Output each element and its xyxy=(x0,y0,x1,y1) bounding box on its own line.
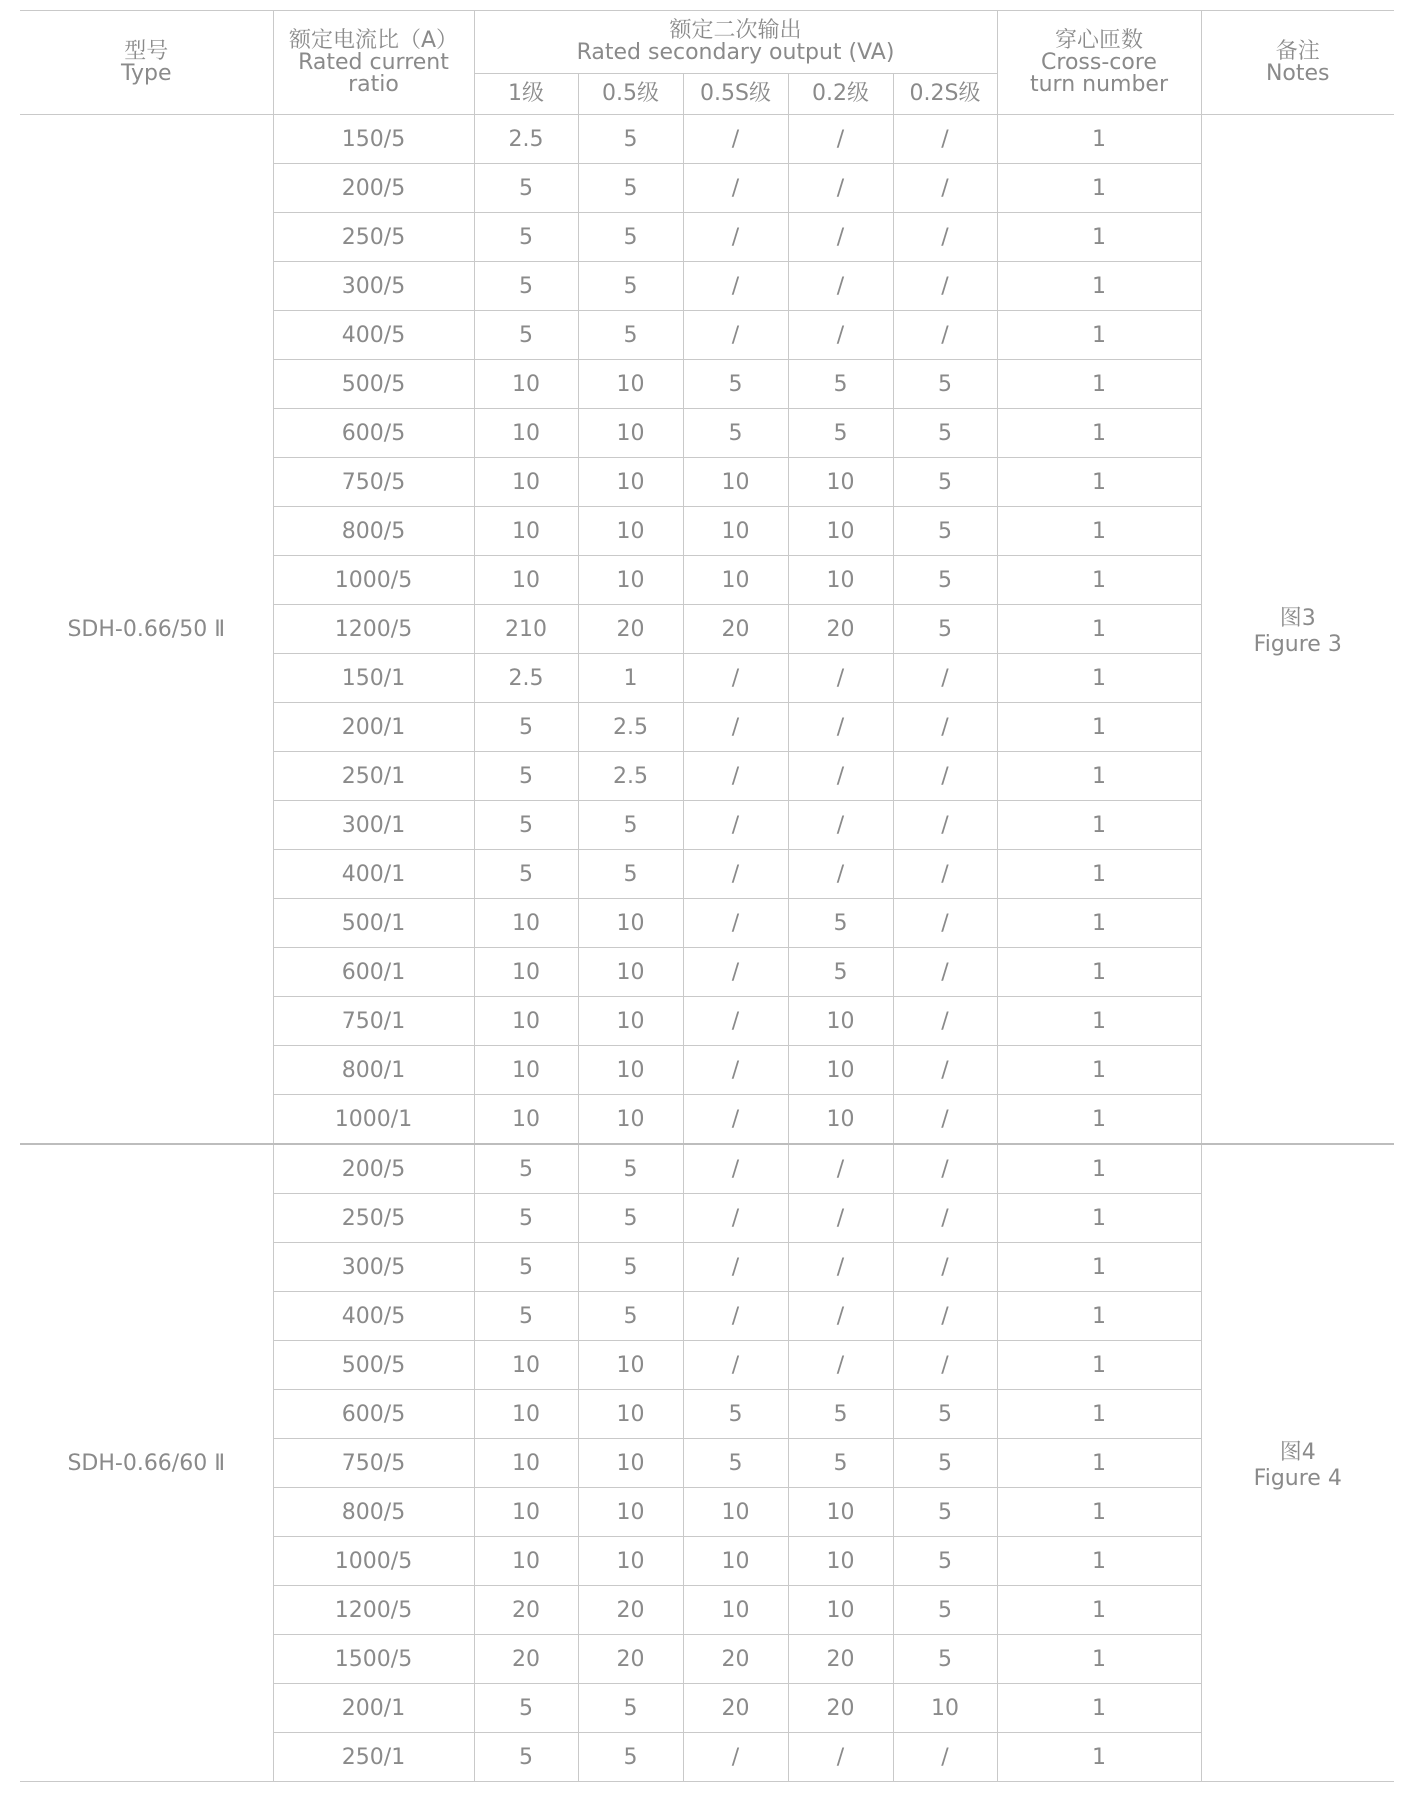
class-0-2-cell: 5 xyxy=(788,1439,893,1488)
class-0-5-cell: 5 xyxy=(578,164,683,213)
class-0-5-cell: 10 xyxy=(578,1488,683,1537)
class-0-2s-cell: 5 xyxy=(893,458,997,507)
turns-cell: 1 xyxy=(997,115,1201,164)
class-1-cell: 5 xyxy=(474,801,578,850)
class-0-2-cell: / xyxy=(788,703,893,752)
class-0-2-cell: 5 xyxy=(788,409,893,458)
class-0-5-cell: 5 xyxy=(578,262,683,311)
header-output xyxy=(474,11,997,74)
header-notes-en: Notes xyxy=(1265,60,1330,86)
class-0-5-cell: 5 xyxy=(578,801,683,850)
class-0-5-cell: 20 xyxy=(578,1635,683,1684)
ratio-cell: 400/1 xyxy=(273,850,474,899)
class-0-2-cell: 10 xyxy=(788,458,893,507)
class-0-5s-cell: 5 xyxy=(683,360,788,409)
header-type xyxy=(20,11,273,115)
class-1-cell: 10 xyxy=(474,1537,578,1586)
class-0-2s-cell: / xyxy=(893,997,997,1046)
ratio-cell: 200/1 xyxy=(273,1684,474,1733)
class-0-2-cell: 10 xyxy=(788,1537,893,1586)
ratio-cell: 1200/5 xyxy=(273,605,474,654)
class-0-5s-cell: / xyxy=(683,899,788,948)
class-1-cell: 5 xyxy=(474,213,578,262)
turns-cell: 1 xyxy=(997,458,1201,507)
class-0-5-cell: 10 xyxy=(578,556,683,605)
class-0-2s-cell: / xyxy=(893,899,997,948)
class-0-5-cell: 5 xyxy=(578,213,683,262)
class-0-2-cell: 5 xyxy=(788,948,893,997)
class-0-2s-cell: / xyxy=(893,801,997,850)
class-0-2s-cell: 5 xyxy=(893,1488,997,1537)
class-0-5s-cell: / xyxy=(683,1292,788,1341)
class-0-2s-cell: / xyxy=(893,1095,997,1145)
ratio-cell: 800/5 xyxy=(273,1488,474,1537)
class-0-5s-cell: / xyxy=(683,213,788,262)
class-0-5-cell: 2.5 xyxy=(578,703,683,752)
turns-cell: 1 xyxy=(997,1144,1201,1194)
ratio-cell: 250/5 xyxy=(273,1194,474,1243)
class-0-2-cell: / xyxy=(788,1144,893,1194)
class-0-5-cell: 10 xyxy=(578,1046,683,1095)
class-0-2-cell: 10 xyxy=(788,507,893,556)
turns-cell: 1 xyxy=(997,1095,1201,1145)
class-0-5s-cell: / xyxy=(683,654,788,703)
class-0-2s-cell: 5 xyxy=(893,556,997,605)
ratio-cell: 250/5 xyxy=(273,213,474,262)
class-0-5-cell: 5 xyxy=(578,1292,683,1341)
class-1-cell: 5 xyxy=(474,1194,578,1243)
ratio-cell: 800/5 xyxy=(273,507,474,556)
ratio-cell: 400/5 xyxy=(273,1292,474,1341)
ratio-cell: 300/5 xyxy=(273,1243,474,1292)
class-1-cell: 10 xyxy=(474,1046,578,1095)
header-turns xyxy=(997,11,1201,115)
turns-cell: 1 xyxy=(997,213,1201,262)
class-1-cell: 5 xyxy=(474,1292,578,1341)
turns-cell: 1 xyxy=(997,1635,1201,1684)
header-row-1 xyxy=(20,11,1394,74)
class-0-2s-cell: / xyxy=(893,1341,997,1390)
turns-cell: 1 xyxy=(997,1439,1201,1488)
class-0-2s-cell: / xyxy=(893,1292,997,1341)
class-0-2-cell: 20 xyxy=(788,1684,893,1733)
header-turns-zh: 穿心匝数 xyxy=(1054,27,1143,53)
class-0-2-cell: / xyxy=(788,654,893,703)
header-class-0-5: 0.5级 xyxy=(578,74,683,115)
ratio-cell: 1000/1 xyxy=(273,1095,474,1145)
class-0-5-cell: 10 xyxy=(578,360,683,409)
header-output-en: Rated secondary output (VA) xyxy=(576,40,895,65)
class-0-5-cell: 10 xyxy=(578,1439,683,1488)
class-1-cell: 210 xyxy=(474,605,578,654)
ratio-cell: 500/5 xyxy=(273,360,474,409)
class-0-2s-cell: / xyxy=(893,1733,997,1782)
table-row xyxy=(20,1144,1394,1194)
class-0-2-cell: / xyxy=(788,164,893,213)
class-0-2s-cell: 10 xyxy=(893,1684,997,1733)
class-0-5s-cell: 5 xyxy=(683,409,788,458)
class-0-2s-cell: 5 xyxy=(893,1586,997,1635)
class-1-cell: 10 xyxy=(474,1488,578,1537)
class-0-2s-cell: / xyxy=(893,213,997,262)
class-0-5-cell: 5 xyxy=(578,1243,683,1292)
ratio-cell: 1000/5 xyxy=(273,556,474,605)
class-0-2-cell: 10 xyxy=(788,1095,893,1145)
turns-cell: 1 xyxy=(997,703,1201,752)
class-1-cell: 10 xyxy=(474,458,578,507)
class-0-5s-cell: 10 xyxy=(683,458,788,507)
class-0-5s-cell: / xyxy=(683,1194,788,1243)
turns-cell: 1 xyxy=(997,1194,1201,1243)
class-0-5-cell: 10 xyxy=(578,997,683,1046)
class-0-5-cell: 10 xyxy=(578,458,683,507)
class-0-2s-cell: 5 xyxy=(893,1537,997,1586)
ratio-cell: 1500/5 xyxy=(273,1635,474,1684)
class-1-cell: 2.5 xyxy=(474,654,578,703)
turns-cell: 1 xyxy=(997,262,1201,311)
class-1-cell: 10 xyxy=(474,360,578,409)
class-1-cell: 5 xyxy=(474,262,578,311)
class-1-cell: 10 xyxy=(474,507,578,556)
class-1-cell: 5 xyxy=(474,1733,578,1782)
ratio-cell: 200/5 xyxy=(273,164,474,213)
class-1-cell: 10 xyxy=(474,997,578,1046)
class-0-5s-cell: 5 xyxy=(683,1439,788,1488)
class-0-5-cell: 10 xyxy=(578,409,683,458)
turns-cell: 1 xyxy=(997,360,1201,409)
class-0-2s-cell: 5 xyxy=(893,360,997,409)
class-0-5-cell: 5 xyxy=(578,311,683,360)
class-0-5-cell: 10 xyxy=(578,899,683,948)
ratio-cell: 150/1 xyxy=(273,654,474,703)
ratio-cell: 500/5 xyxy=(273,1341,474,1390)
class-0-2-cell: / xyxy=(788,850,893,899)
ratio-cell: 1000/5 xyxy=(273,1537,474,1586)
class-0-5-cell: 20 xyxy=(578,1586,683,1635)
class-0-5-cell: 5 xyxy=(578,1194,683,1243)
class-0-5s-cell: / xyxy=(683,1341,788,1390)
header-class-0-5s: 0.5S级 xyxy=(683,74,788,115)
turns-cell: 1 xyxy=(997,801,1201,850)
turns-cell: 1 xyxy=(997,997,1201,1046)
turns-cell: 1 xyxy=(997,1733,1201,1782)
class-0-2-cell: / xyxy=(788,115,893,164)
ratio-cell: 800/1 xyxy=(273,1046,474,1095)
class-0-5s-cell: / xyxy=(683,850,788,899)
ratio-cell: 600/5 xyxy=(273,409,474,458)
class-0-5-cell: 10 xyxy=(578,507,683,556)
header-turns-en2: turn number xyxy=(1029,71,1169,97)
class-1-cell: 20 xyxy=(474,1586,578,1635)
header-type-zh: 型号 xyxy=(124,38,169,64)
turns-cell: 1 xyxy=(997,752,1201,801)
table-row xyxy=(20,115,1394,164)
turns-cell: 1 xyxy=(997,1046,1201,1095)
class-1-cell: 2.5 xyxy=(474,115,578,164)
class-1-cell: 10 xyxy=(474,409,578,458)
notes-cell xyxy=(1201,1144,1394,1782)
header-type-en: Type xyxy=(120,60,172,86)
class-0-5-cell: 5 xyxy=(578,115,683,164)
class-0-2-cell: / xyxy=(788,213,893,262)
ratio-cell: 1200/5 xyxy=(273,1586,474,1635)
class-0-2-cell: 10 xyxy=(788,1046,893,1095)
header-class-0-2s: 0.2S级 xyxy=(893,74,997,115)
header-notes-zh: 备注 xyxy=(1275,38,1320,64)
ratio-cell: 750/5 xyxy=(273,1439,474,1488)
class-0-2-cell: / xyxy=(788,1243,893,1292)
class-0-2s-cell: / xyxy=(893,164,997,213)
class-0-2s-cell: / xyxy=(893,654,997,703)
class-0-2s-cell: / xyxy=(893,311,997,360)
class-0-5-cell: 5 xyxy=(578,1733,683,1782)
turns-cell: 1 xyxy=(997,164,1201,213)
class-0-5s-cell: / xyxy=(683,1733,788,1782)
header-output-zh: 额定二次输出 xyxy=(669,18,802,43)
class-0-2s-cell: 5 xyxy=(893,1635,997,1684)
class-0-5s-cell: 20 xyxy=(683,1684,788,1733)
class-0-2s-cell: / xyxy=(893,703,997,752)
class-0-2s-cell: / xyxy=(893,262,997,311)
ratio-cell: 300/1 xyxy=(273,801,474,850)
class-0-5s-cell: / xyxy=(683,262,788,311)
class-0-2-cell: 10 xyxy=(788,997,893,1046)
class-0-2-cell: 10 xyxy=(788,1488,893,1537)
class-0-5-cell: 20 xyxy=(578,605,683,654)
turns-cell: 1 xyxy=(997,1537,1201,1586)
class-0-5s-cell: 10 xyxy=(683,556,788,605)
type-cell: SDH-0.66/50 Ⅱ xyxy=(20,115,273,1145)
class-1-cell: 5 xyxy=(474,1144,578,1194)
class-0-5s-cell: / xyxy=(683,1046,788,1095)
class-0-5s-cell: / xyxy=(683,801,788,850)
ratio-cell: 250/1 xyxy=(273,1733,474,1782)
spec-table-body xyxy=(20,115,1394,1782)
class-0-5s-cell: 20 xyxy=(683,1635,788,1684)
ratio-cell: 300/5 xyxy=(273,262,474,311)
notes-zh: 图3 xyxy=(1279,606,1316,631)
class-0-2s-cell: / xyxy=(893,1194,997,1243)
turns-cell: 1 xyxy=(997,1488,1201,1537)
class-0-2-cell: 20 xyxy=(788,1635,893,1684)
header-ratio xyxy=(273,11,474,115)
class-0-2s-cell: 5 xyxy=(893,1439,997,1488)
class-1-cell: 20 xyxy=(474,1635,578,1684)
turns-cell: 1 xyxy=(997,311,1201,360)
class-0-2-cell: 5 xyxy=(788,360,893,409)
class-0-2-cell: / xyxy=(788,311,893,360)
class-1-cell: 10 xyxy=(474,948,578,997)
header-ratio-zh: 额定电流比（A） xyxy=(288,27,459,53)
type-cell: SDH-0.66/60 Ⅱ xyxy=(20,1144,273,1782)
class-0-5-cell: 5 xyxy=(578,1684,683,1733)
class-0-5-cell: 10 xyxy=(578,1537,683,1586)
turns-cell: 1 xyxy=(997,1684,1201,1733)
class-0-2-cell: / xyxy=(788,1292,893,1341)
class-0-2s-cell: / xyxy=(893,948,997,997)
class-0-2s-cell: / xyxy=(893,1144,997,1194)
class-0-2s-cell: 5 xyxy=(893,507,997,556)
spec-table-container xyxy=(20,10,1394,1782)
class-0-5s-cell: 10 xyxy=(683,1586,788,1635)
class-1-cell: 10 xyxy=(474,1390,578,1439)
class-1-cell: 5 xyxy=(474,850,578,899)
header-ratio-en1: Rated current xyxy=(298,49,449,75)
turns-cell: 1 xyxy=(997,1243,1201,1292)
class-1-cell: 5 xyxy=(474,311,578,360)
class-0-5s-cell: 10 xyxy=(683,1488,788,1537)
class-0-2s-cell: 5 xyxy=(893,409,997,458)
class-0-2-cell: / xyxy=(788,801,893,850)
ratio-cell: 250/1 xyxy=(273,752,474,801)
header-notes xyxy=(1201,11,1394,115)
class-0-2s-cell: / xyxy=(893,115,997,164)
class-1-cell: 10 xyxy=(474,1439,578,1488)
ratio-cell: 200/5 xyxy=(273,1144,474,1194)
class-0-5s-cell: / xyxy=(683,1144,788,1194)
class-0-5s-cell: / xyxy=(683,703,788,752)
class-0-5s-cell: 10 xyxy=(683,507,788,556)
ratio-cell: 150/5 xyxy=(273,115,474,164)
class-0-5s-cell: / xyxy=(683,1243,788,1292)
turns-cell: 1 xyxy=(997,948,1201,997)
notes-en: Figure 3 xyxy=(1253,632,1342,657)
class-0-2s-cell: / xyxy=(893,1046,997,1095)
header-turns-en1: Cross-core xyxy=(1041,49,1157,75)
ratio-cell: 750/5 xyxy=(273,458,474,507)
notes-en: Figure 4 xyxy=(1253,1466,1342,1491)
class-0-2-cell: 20 xyxy=(788,605,893,654)
class-0-2-cell: / xyxy=(788,1194,893,1243)
class-0-5s-cell: / xyxy=(683,948,788,997)
class-1-cell: 10 xyxy=(474,1095,578,1145)
class-0-2s-cell: / xyxy=(893,1243,997,1292)
turns-cell: 1 xyxy=(997,1292,1201,1341)
class-0-5-cell: 10 xyxy=(578,1095,683,1145)
class-1-cell: 5 xyxy=(474,1684,578,1733)
class-0-2s-cell: 5 xyxy=(893,605,997,654)
class-1-cell: 5 xyxy=(474,1243,578,1292)
class-1-cell: 5 xyxy=(474,703,578,752)
turns-cell: 1 xyxy=(997,1390,1201,1439)
class-0-5-cell: 10 xyxy=(578,1341,683,1390)
class-0-5s-cell: 20 xyxy=(683,605,788,654)
class-0-2s-cell: 5 xyxy=(893,1390,997,1439)
class-0-5-cell: 1 xyxy=(578,654,683,703)
class-0-5-cell: 10 xyxy=(578,948,683,997)
class-0-5s-cell: / xyxy=(683,164,788,213)
class-0-2-cell: 5 xyxy=(788,899,893,948)
turns-cell: 1 xyxy=(997,605,1201,654)
class-0-2-cell: 5 xyxy=(788,1390,893,1439)
class-0-2-cell: 10 xyxy=(788,556,893,605)
spec-table xyxy=(20,10,1394,1782)
turns-cell: 1 xyxy=(997,1341,1201,1390)
class-0-2-cell: / xyxy=(788,752,893,801)
ratio-cell: 500/1 xyxy=(273,899,474,948)
class-0-5s-cell: / xyxy=(683,1095,788,1145)
ratio-cell: 200/1 xyxy=(273,703,474,752)
header-ratio-en2: ratio xyxy=(348,71,399,97)
class-1-cell: 5 xyxy=(474,164,578,213)
turns-cell: 1 xyxy=(997,654,1201,703)
class-0-5-cell: 5 xyxy=(578,1144,683,1194)
class-0-5-cell: 10 xyxy=(578,1390,683,1439)
class-1-cell: 10 xyxy=(474,1341,578,1390)
class-0-5s-cell: 10 xyxy=(683,1537,788,1586)
header-class-1: 1级 xyxy=(474,74,578,115)
ratio-cell: 750/1 xyxy=(273,997,474,1046)
notes-cell xyxy=(1201,115,1394,1145)
class-1-cell: 5 xyxy=(474,752,578,801)
class-0-5s-cell: 5 xyxy=(683,1390,788,1439)
turns-cell: 1 xyxy=(997,850,1201,899)
class-0-5-cell: 2.5 xyxy=(578,752,683,801)
class-0-2-cell: 10 xyxy=(788,1586,893,1635)
class-0-2-cell: / xyxy=(788,1341,893,1390)
class-0-2-cell: / xyxy=(788,1733,893,1782)
class-1-cell: 10 xyxy=(474,556,578,605)
class-0-2s-cell: / xyxy=(893,850,997,899)
class-0-5-cell: 5 xyxy=(578,850,683,899)
notes-zh: 图4 xyxy=(1279,1440,1316,1465)
class-0-2-cell: / xyxy=(788,262,893,311)
ratio-cell: 600/5 xyxy=(273,1390,474,1439)
turns-cell: 1 xyxy=(997,556,1201,605)
turns-cell: 1 xyxy=(997,1586,1201,1635)
class-0-5s-cell: / xyxy=(683,311,788,360)
turns-cell: 1 xyxy=(997,409,1201,458)
class-0-2s-cell: / xyxy=(893,752,997,801)
turns-cell: 1 xyxy=(997,899,1201,948)
turns-cell: 1 xyxy=(997,507,1201,556)
header-class-0-2: 0.2级 xyxy=(788,74,893,115)
class-0-5s-cell: / xyxy=(683,115,788,164)
ratio-cell: 400/5 xyxy=(273,311,474,360)
ratio-cell: 600/1 xyxy=(273,948,474,997)
class-1-cell: 10 xyxy=(474,899,578,948)
class-0-5s-cell: / xyxy=(683,752,788,801)
class-0-5s-cell: / xyxy=(683,997,788,1046)
